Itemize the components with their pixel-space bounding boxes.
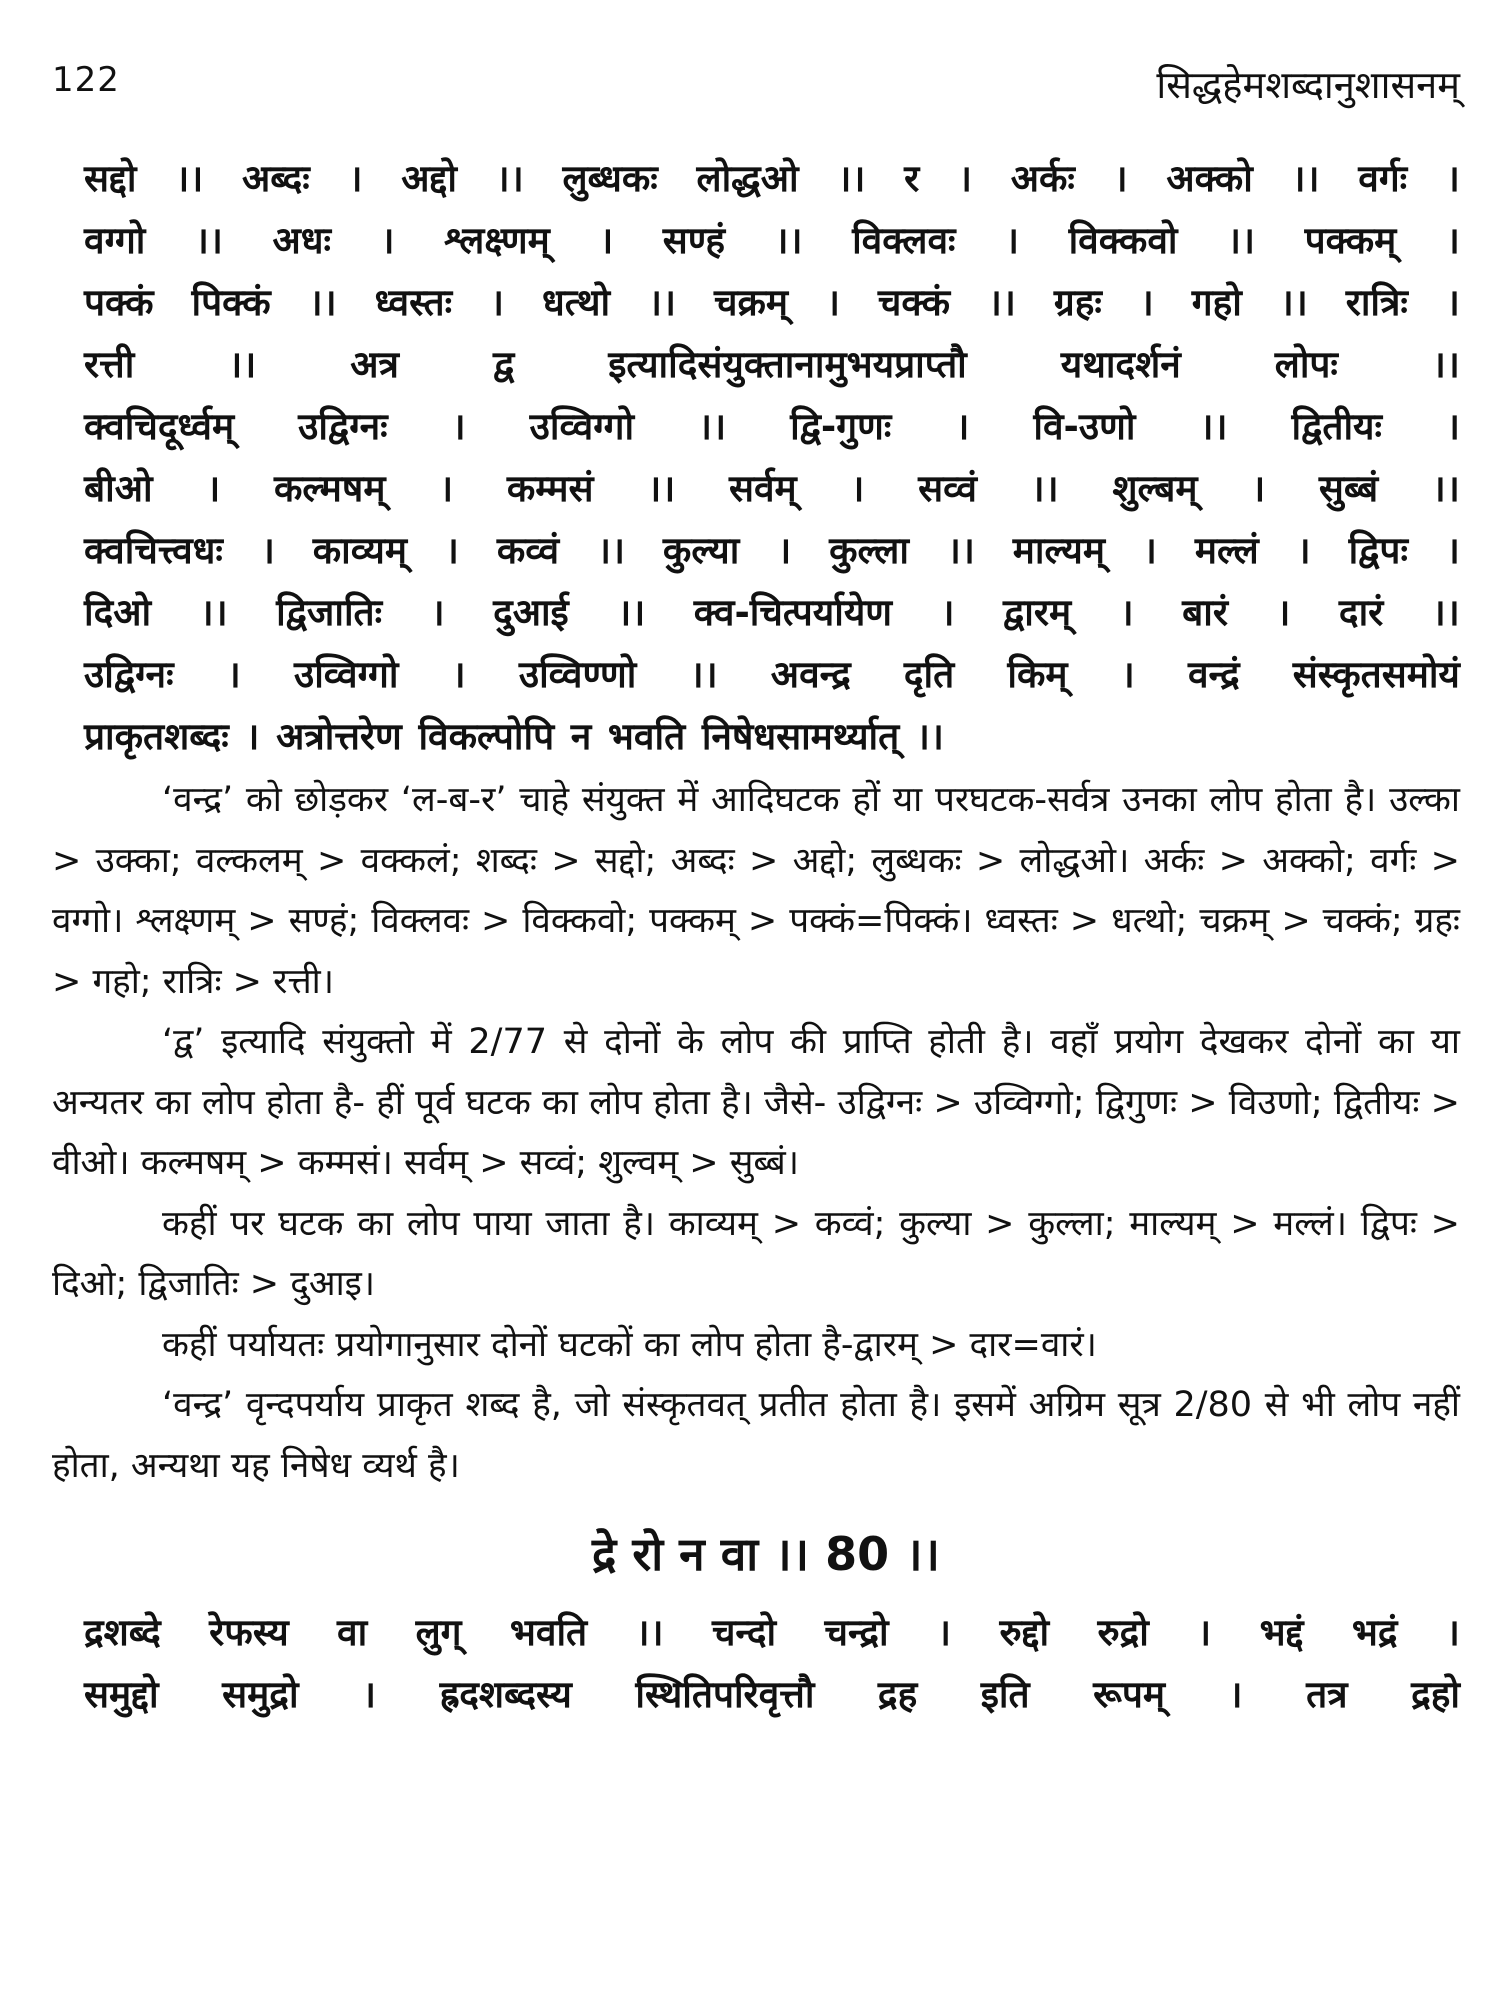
word: माल्यम्	[1012, 529, 1105, 572]
word: ।।	[194, 219, 223, 262]
word: चन्द्रो	[824, 1611, 889, 1654]
word: रूपम्	[1093, 1673, 1165, 1716]
word: लुग्	[415, 1611, 462, 1654]
word: सर्वम्	[728, 467, 797, 510]
word: अब्दः	[242, 157, 310, 200]
word: पक्कं	[84, 281, 154, 324]
commentary-paragraph: कहीं पर्यायतः प्रयोगानुसार दोनों घटकों का लोप होता है-द्वारम् > दार=वारं।	[162, 1324, 1097, 1365]
word: स्थितिपरिवृत्तौ	[635, 1673, 815, 1716]
sutra-line	[84, 1602, 1460, 1664]
word: ।	[1113, 157, 1128, 200]
word: ।	[955, 405, 970, 448]
sutra-commentary	[84, 1602, 1460, 1726]
word: ।	[1296, 529, 1311, 572]
word: संस्कृतसमोयं	[1292, 653, 1460, 696]
running-title: सिद्धहेमशब्दानुशासनम्	[1156, 63, 1460, 107]
word: द्वितीयः	[1291, 405, 1382, 448]
word: ।	[489, 281, 505, 324]
word: भवति	[607, 715, 686, 758]
word: अवन्द्र	[770, 653, 851, 696]
word: प्राकृतशब्दः	[84, 715, 229, 758]
word: ।।	[617, 591, 646, 634]
word: ।	[380, 219, 395, 262]
word: ।।	[199, 591, 228, 634]
word: द्विपः	[1348, 529, 1408, 572]
word: ।	[957, 157, 972, 200]
word: ।	[825, 281, 840, 324]
word: वा	[337, 1611, 368, 1654]
word: रत्ती	[84, 343, 135, 386]
word: पिक्कं	[191, 281, 271, 324]
commentary-paragraph: ‘वन्द्र’ वृन्दपर्याय प्राकृत शब्द है, जो संस्कृतवत् प्रतीत होता है। इसमें अग्रिम सूत्र 2/80 से भी लोप नहीं होता, अन्यथा यह निषेध व्यर्थ है।	[52, 1385, 1460, 1486]
word: द्रहो	[1411, 1673, 1460, 1716]
word: समुद्रो	[222, 1673, 299, 1716]
word: ।	[1005, 219, 1020, 262]
word: यथादर्शनं	[1060, 343, 1181, 386]
word: ।।	[175, 157, 204, 200]
word: श्लक्ष्णम्	[444, 219, 550, 262]
word: ।	[1251, 467, 1266, 510]
word: ।।	[689, 653, 718, 696]
word: ।।	[1291, 157, 1320, 200]
word: विक्कवो	[1068, 219, 1178, 262]
word: ।	[1445, 1611, 1460, 1654]
word: लोद्धओ	[696, 157, 799, 200]
word: अक्को	[1166, 157, 1253, 200]
word: दुआई	[493, 591, 569, 634]
word: लोपः	[1274, 343, 1338, 386]
word: उव्विग्गो	[293, 653, 399, 696]
word: दारं	[1338, 591, 1384, 634]
word: अर्कः	[1010, 157, 1075, 200]
word: सुब्बं	[1318, 467, 1379, 510]
word: ।	[1142, 529, 1157, 572]
sutra-line	[84, 1664, 1460, 1726]
examples-line	[84, 520, 1460, 582]
word: किम्	[1007, 653, 1068, 696]
word: भद्रं	[1351, 1611, 1398, 1654]
word: अत्र	[350, 343, 399, 386]
word: ।।	[1227, 219, 1256, 262]
word: ।।	[837, 157, 866, 200]
word: समुद्दो	[84, 1673, 159, 1716]
word: द्वारम्	[1003, 591, 1072, 634]
word: ।।	[946, 529, 975, 572]
word: ।।	[987, 281, 1016, 324]
word: वि-उणो	[1033, 405, 1136, 448]
examples-line	[84, 272, 1460, 334]
word: रात्रिः	[1345, 281, 1408, 324]
word: ।।	[308, 281, 337, 324]
word: ।	[245, 715, 260, 758]
word: ।	[940, 591, 955, 634]
word: ।	[362, 1673, 377, 1716]
word: सव्वं	[918, 467, 977, 510]
word: उद्विग्नः	[298, 405, 388, 448]
word: ।।	[647, 467, 676, 510]
word: ।।	[495, 157, 524, 200]
word: बीओ	[84, 467, 153, 510]
word: अत्रोत्तरेण	[276, 715, 402, 758]
word: भद्दं	[1259, 1611, 1304, 1654]
word: कव्वं	[496, 529, 560, 572]
hindi-commentary	[52, 770, 1460, 1496]
word: ।।	[228, 343, 257, 386]
word: तत्र	[1306, 1673, 1348, 1716]
examples-line	[84, 396, 1460, 458]
word: द्विजातिः	[276, 591, 383, 634]
word: उव्विण्णो	[518, 653, 637, 696]
word: द्वि-गुणः	[790, 405, 892, 448]
word: लुब्धकः	[562, 157, 658, 200]
word: क्व-चित्पर्यायेण	[693, 591, 893, 634]
word: न	[570, 715, 592, 758]
word: क्वचित्त्वधः	[84, 529, 223, 572]
word: अधः	[272, 219, 331, 262]
commentary-paragraph: ‘वन्द्र’ को छोड़कर ‘ल-ब-र’ चाहे संयुक्त में आदिघटक हों या परघटक-सर्वत्र उनका लोप होता है। उल्का > उक्का; वल्कलम् > वक्कलं; शब्दः > सद्दो; अब्दः > अद्दो; लुब्धकः > लोद्धओ। अर्कः > अक्को; वर्गः > वग्गो। श्लक्ष्णम् > सण्हं; विक्लवः > विक्कवो; पक्कम् > पक्कं=पिक्कं। ध्वस्तः > धत्थो; चक्रम् > चक्कं; ग्रहः > गहो; रात्रिः > रत्ती।	[52, 780, 1460, 1002]
word: ।	[1139, 281, 1154, 324]
word: ।	[451, 653, 466, 696]
word: चक्कं	[877, 281, 950, 324]
word: ।	[1445, 219, 1460, 262]
word: ।	[451, 405, 466, 448]
word: र	[904, 157, 920, 200]
word: कल्मषम्	[274, 467, 386, 510]
word: सद्दो	[84, 157, 137, 200]
commentary-paragraph: ‘द्व’ इत्यादि संयुक्तो में 2/77 से दोनों के लोप की प्राप्ति होती है। वहाँ प्रयोग देखकर दोनों का या अन्यतर का लोप होता है- हीं पूर्व घटक का लोप होता है। जैसे- उद्विग्नः > उव्विग्गो; द्विगुणः > विउणो; द्वितीयः > वीओ। कल्मषम् > कम्मसं। सर्वम् > सव्वं; शुल्वम् > सुब्बं।	[52, 1022, 1460, 1183]
word: गहो	[1191, 281, 1242, 324]
examples-line	[84, 334, 1460, 396]
examples-line	[84, 148, 1460, 210]
word: चक्रम्	[713, 281, 789, 324]
word: ।।	[596, 529, 625, 572]
word: ।।	[648, 281, 677, 324]
word: रुद्रो	[1097, 1611, 1149, 1654]
word: वन्द्रं	[1187, 653, 1240, 696]
word: कुल्ला	[829, 529, 909, 572]
word: ।	[348, 157, 363, 200]
word: ।	[226, 653, 241, 696]
word: उद्विग्नः	[84, 653, 174, 696]
examples-line	[84, 458, 1460, 520]
word: कम्मसं	[506, 467, 594, 510]
word: ।।	[915, 715, 944, 758]
word: ।	[1445, 157, 1460, 200]
word: ।	[599, 219, 614, 262]
word: ।	[1445, 529, 1460, 572]
word: ।	[206, 467, 221, 510]
word: ।	[1228, 1673, 1243, 1716]
word: चन्दो	[711, 1611, 777, 1654]
examples-line	[84, 706, 1460, 768]
word: द्रशब्दे	[84, 1611, 161, 1654]
word: धत्थो	[541, 281, 611, 324]
word: ।।	[1030, 467, 1059, 510]
word: अद्दो	[401, 157, 457, 200]
word: ।	[260, 529, 275, 572]
word: ।।	[698, 405, 727, 448]
word: दृति	[903, 653, 955, 696]
word: ।।	[1199, 405, 1228, 448]
word: सण्हं	[662, 219, 725, 262]
word: ।।	[1279, 281, 1308, 324]
word: ।	[430, 591, 445, 634]
word: ।	[1276, 591, 1291, 634]
word: शुल्बम्	[1112, 467, 1198, 510]
word: ।।	[774, 219, 803, 262]
word: रेफस्य	[209, 1611, 289, 1654]
examples-line	[84, 210, 1460, 272]
word: ध्वस्तः	[374, 281, 453, 324]
word: ।।	[1431, 467, 1460, 510]
word: ।	[777, 529, 792, 572]
word: ।	[1119, 591, 1134, 634]
word: उव्विग्गो	[529, 405, 635, 448]
word: वर्गः	[1358, 157, 1408, 200]
word: ह्रदशब्दस्य	[439, 1673, 572, 1716]
word: द्रह	[877, 1673, 918, 1716]
word: ।।	[1431, 343, 1460, 386]
page-number: 122	[52, 60, 120, 100]
examples-line	[84, 582, 1460, 644]
page-header	[52, 58, 1460, 118]
word: ।	[1120, 653, 1135, 696]
word: वग्गो	[84, 219, 146, 262]
examples-block	[84, 148, 1460, 768]
word: ग्रहः	[1053, 281, 1102, 324]
word: विकल्पोपि	[418, 715, 555, 758]
word: ।	[850, 467, 865, 510]
word: ।	[937, 1611, 952, 1654]
word: इत्यादिसंयुक्तानामुभयप्राप्तौ	[608, 343, 967, 386]
word: ।।	[635, 1611, 664, 1654]
word: ।	[1197, 1611, 1212, 1654]
word: ।	[439, 467, 454, 510]
word: द्व	[492, 343, 515, 386]
word: मल्लं	[1194, 529, 1259, 572]
word: क्वचिदूर्ध्वम्	[84, 405, 235, 448]
word: कुल्या	[662, 529, 740, 572]
word: दिओ	[84, 591, 152, 634]
sutra-heading: द्रे रो न वा ।। 80 ।।	[591, 1527, 940, 1581]
word: ।	[444, 529, 459, 572]
word: रुद्दो	[999, 1611, 1050, 1654]
word: निषेधसामर्थ्यात्	[701, 715, 900, 758]
word: ।	[1445, 281, 1460, 324]
examples-line	[84, 644, 1460, 706]
word: पक्कम्	[1304, 219, 1397, 262]
word: इति	[980, 1673, 1030, 1716]
word: बारं	[1182, 591, 1228, 634]
commentary-paragraph: कहीं पर घटक का लोप पाया जाता है। काव्यम् > कव्वं; कुल्या > कुल्ला; माल्यम् > मल्लं। द्विपः > दिओ; द्विजातिः > दुआइ।	[52, 1203, 1460, 1304]
word: काव्यम्	[312, 529, 407, 572]
word: भवति	[509, 1611, 588, 1654]
word: ।	[1445, 405, 1460, 448]
word: ।।	[1431, 591, 1460, 634]
word: विक्लवः	[852, 219, 956, 262]
